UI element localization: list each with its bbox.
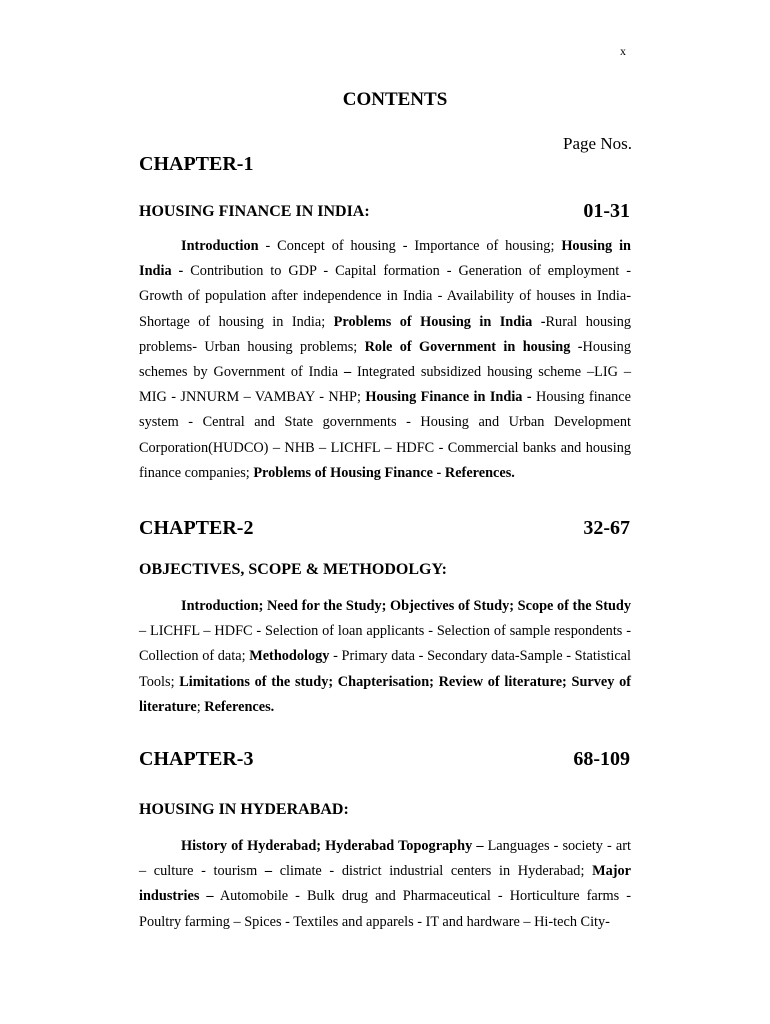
bold-text-segment: Methodology: [249, 648, 330, 665]
chapter-3-page-range: 68-109: [573, 748, 630, 770]
chapter-2-section-title: OBJECTIVES, SCOPE & METHODOLGY:: [139, 561, 447, 578]
bold-text-segment: History of Hyderabad; Hyderabad Topography –: [181, 838, 484, 854]
chapter-3-summary: [139, 834, 631, 935]
bold-text-segment: References.: [204, 698, 275, 715]
bold-text-segment: Housing Finance in India -: [365, 389, 532, 406]
chapter-1-page-range: 01-31: [583, 200, 630, 222]
chapter-3-heading: CHAPTER-3: [139, 748, 254, 770]
text-segment: Housing schemes by Government of India: [139, 338, 631, 381]
text-segment: Housing finance system - Central and State governments - Housing and Urban Development Corporation(HUDCO) – NHB – LICHFL – HDFC - Commercial banks and housing finance companies;: [139, 389, 632, 481]
chapter-1-summary: [139, 234, 631, 486]
chapter-1-section-title: HOUSING FINANCE IN INDIA:: [139, 203, 370, 220]
text-segment: Rural housing problems- Urban housing problems;: [139, 313, 631, 355]
text-segment: Integrated subsidized housing scheme –LIG –MIG - JNNURM – VAMBAY - NHP;: [139, 364, 631, 406]
chapter-2-heading: CHAPTER-2: [139, 517, 254, 539]
text-segment: – LICHFL – HDFC - Selection of loan applicants - Selection of sample respondents - Collection of data;: [139, 623, 631, 665]
page-title: CONTENTS: [342, 89, 448, 110]
bold-text-segment: –: [343, 364, 352, 381]
chapter-2-summary: [139, 594, 631, 720]
page-number-roman: x: [620, 44, 626, 58]
bold-text-segment: Limitations of the study; Chapterisation; Review of literature; Survey of literature: [139, 673, 631, 715]
text-segment: climate - district industrial centers in Hyderabad;: [272, 863, 593, 880]
text-segment: - Concept of housing - Importance of housing;: [258, 238, 562, 254]
chapter-2-page-range: 32-67: [583, 517, 630, 539]
text-segment: Languages - society - art – culture - tourism: [139, 838, 631, 880]
bold-text-segment: Major industries –: [139, 863, 631, 905]
bold-text-segment: Introduction; Need for the Study; Objectives of Study; Scope of the Study: [181, 598, 631, 614]
text-segment: Contribution to GDP - Capital formation - Generation of employment - Growth of population after independence in India - Availability of houses in India- Shortage of housing in India;: [139, 263, 631, 330]
text-segment: - Primary data - Secondary data-Sample - Statistical Tools;: [139, 648, 631, 690]
bold-text-segment: Problems of Housing Finance - References.: [253, 464, 515, 481]
bold-text-segment: –: [264, 863, 273, 880]
chapter-1-heading: CHAPTER-1: [139, 153, 254, 175]
bold-text-segment: Housing in India -: [139, 238, 631, 280]
text-segment: ;: [196, 698, 205, 715]
bold-text-segment: Role of Government in housing -: [364, 338, 583, 355]
text-segment: Automobile - Bulk drug and Pharmaceutical - Horticulture farms - Poultry farming – Spices - Textiles and apparels - IT and hardware – Hi-tech City-: [139, 888, 631, 930]
page-nos-label: Page Nos.: [563, 134, 632, 153]
bold-text-segment: Problems of Housing in India -: [333, 313, 546, 330]
bold-text-segment: Introduction: [181, 238, 259, 254]
chapter-3-section-title: HOUSING IN HYDERABAD:: [139, 801, 349, 818]
